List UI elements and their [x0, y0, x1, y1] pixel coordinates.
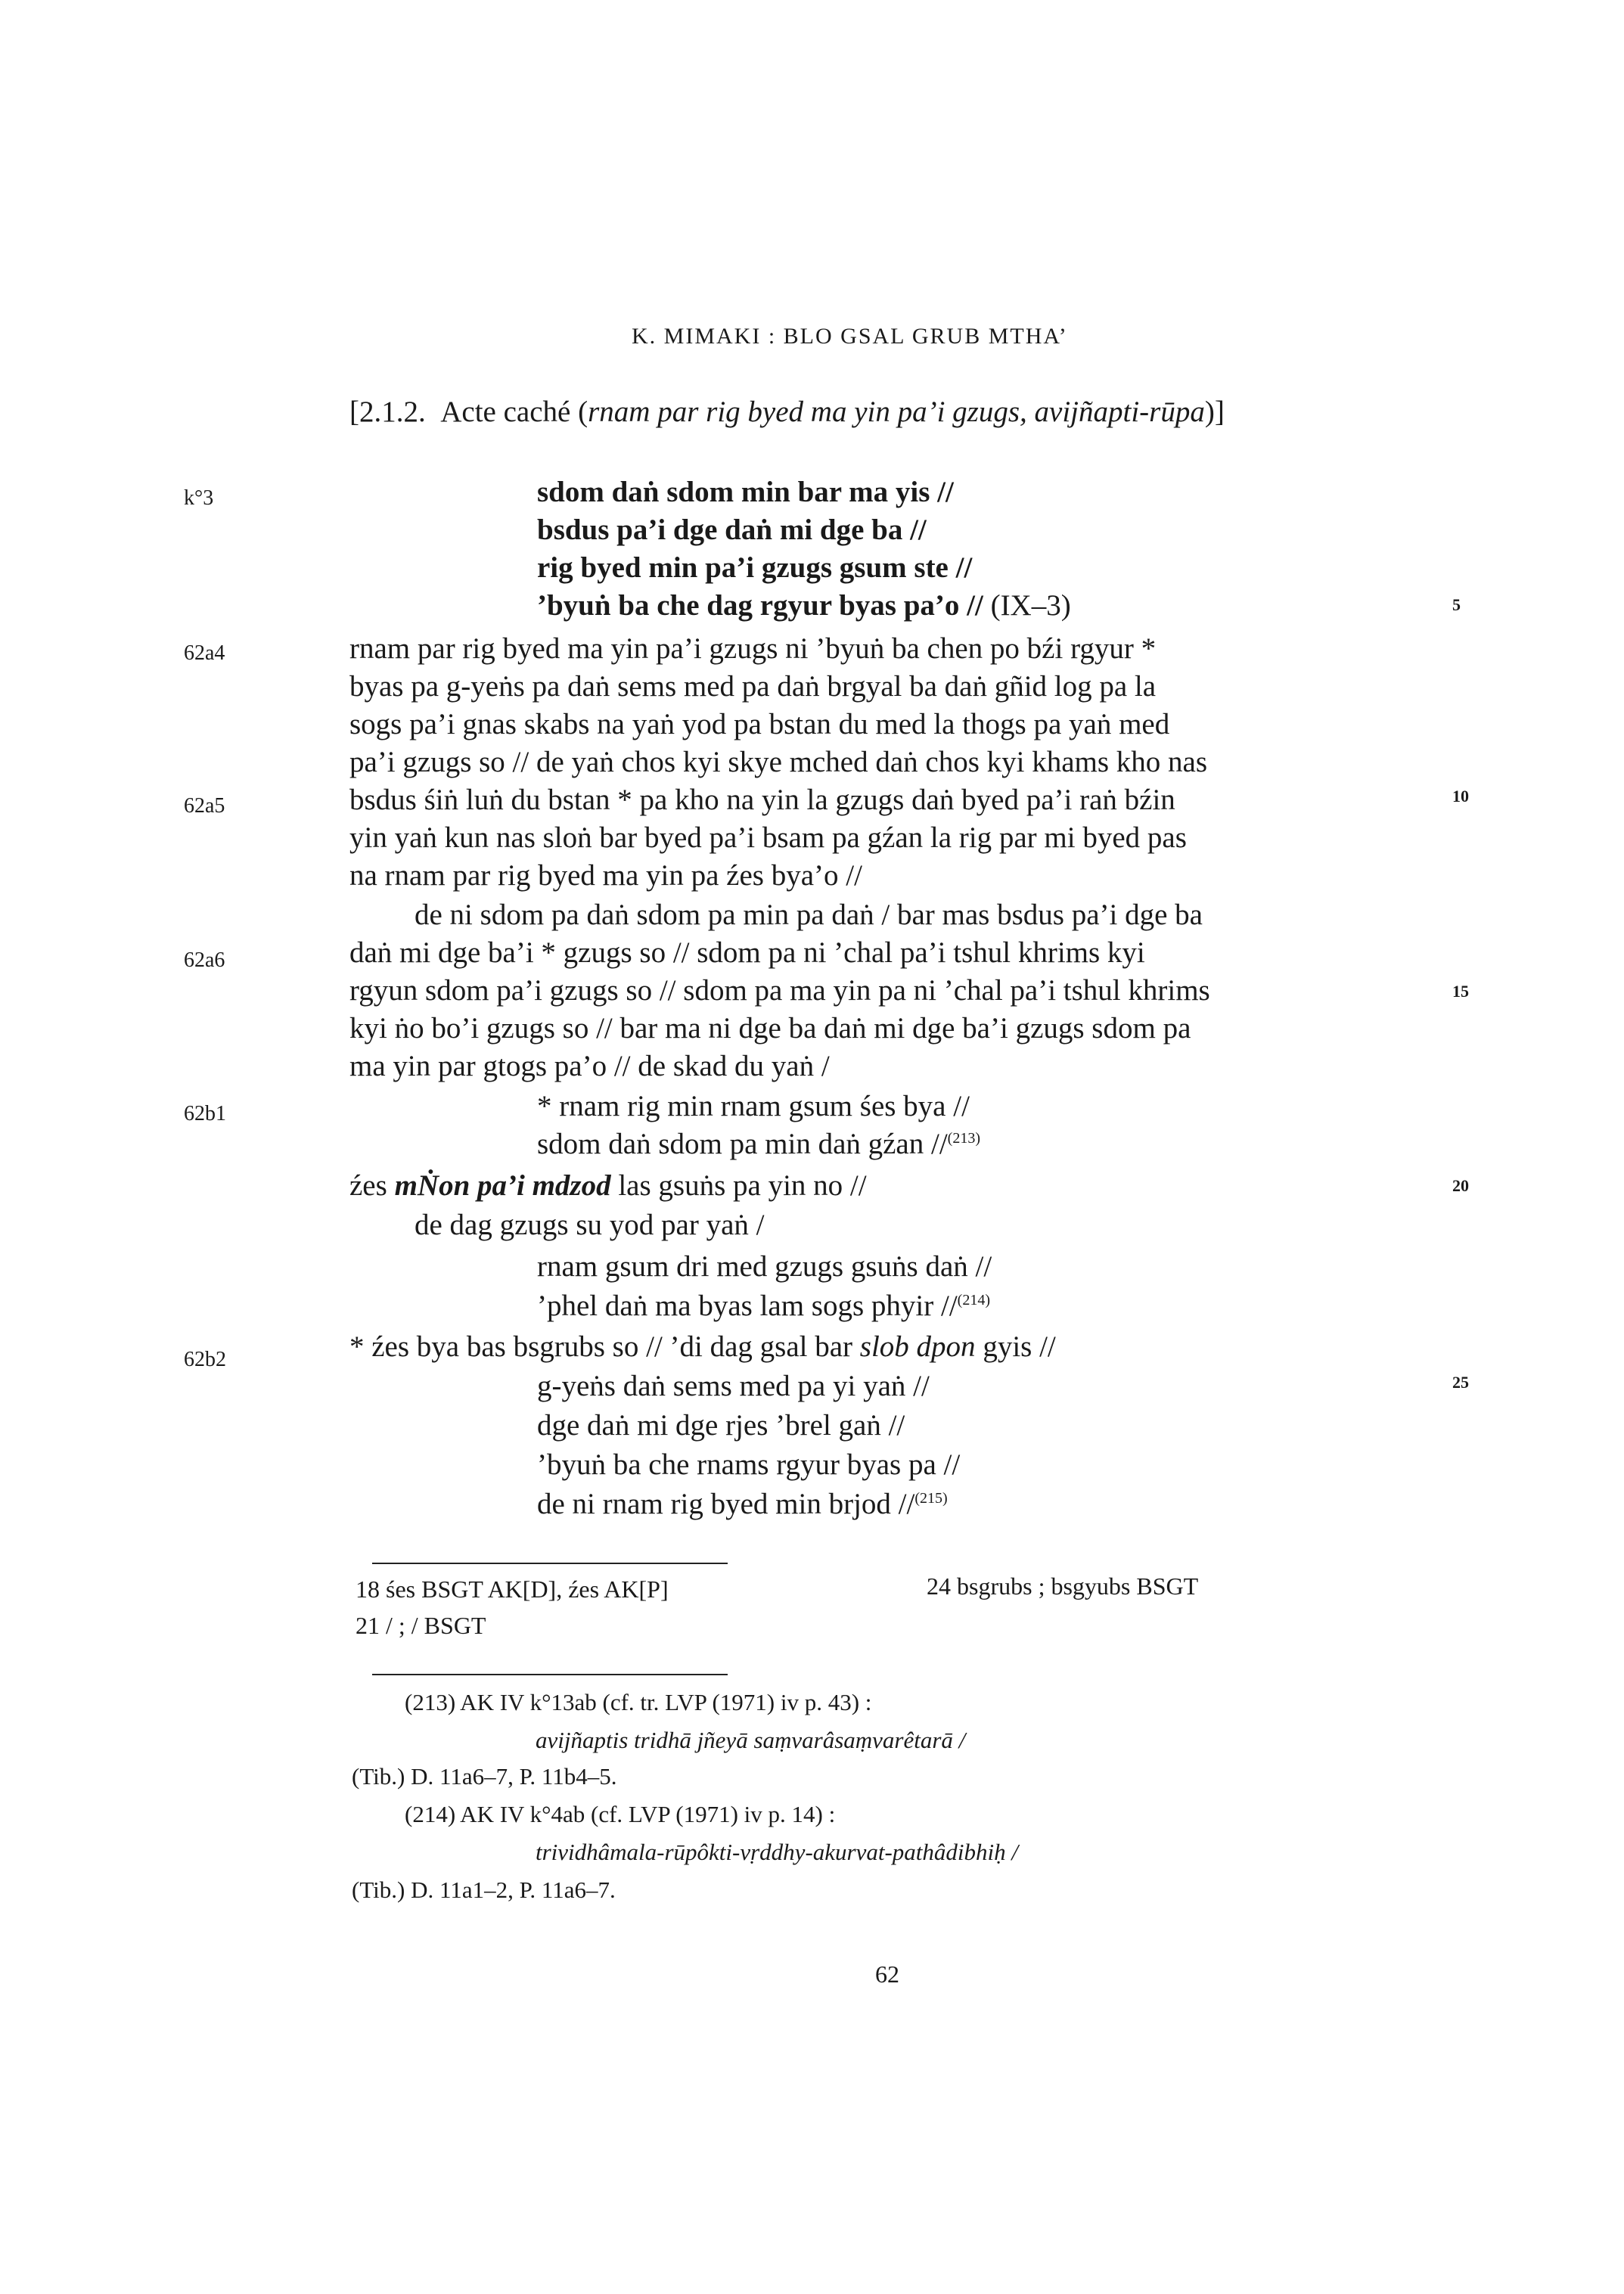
- text-line: * źes bya bas bsgrubs so // ’di dag gsal bar slob dpon gyis //: [349, 1330, 1056, 1363]
- verse-line: rnam gsum dri med gzugs gsuṅs daṅ //: [537, 1250, 992, 1283]
- footnote-marker: (213): [947, 1130, 980, 1147]
- footnote-sanskrit: avijñaptis tridhā jñeyā saṃvarâsaṃvarêtarā /: [536, 1727, 966, 1753]
- verse-line: sdom daṅ sdom pa min daṅ gźan //$^{(213)}$: [537, 1128, 980, 1160]
- text-line: rgyun sdom pa’i gzugs so // sdom pa ma yin pa ni ’chal pa’i tshul khrims: [349, 974, 1210, 1007]
- text-line: rnam par rig byed ma yin pa’i gzugs ni ’byuṅ ba chen po bźi rgyur *: [349, 632, 1157, 665]
- verse-line: dge daṅ mi dge rjes ’brel gaṅ //: [537, 1409, 905, 1442]
- verse-reference: (IX–3): [983, 589, 1071, 622]
- text-line: de dag gzugs su yod par yaṅ /: [415, 1209, 765, 1241]
- text-line: ma yin par gtogs pa’o // de skad du yaṅ /: [349, 1050, 830, 1082]
- verse-line: g-yeṅs daṅ sems med pa yi yaṅ //: [537, 1370, 930, 1402]
- verse-line: ’byuṅ ba che rnams rgyur byas pa //: [537, 1448, 961, 1481]
- text-line: kyi ṅo bo’i gzugs so // bar ma ni dge ba daṅ mi dge ba’i gzugs sdom pa: [349, 1012, 1191, 1045]
- verse-line: ’byuṅ ba che dag rgyur byas pa’o // (IX–3): [537, 589, 1071, 622]
- page-number: 62: [875, 1960, 899, 1988]
- text-line: bsdus śiṅ luṅ du bstan * pa kho na yin la gzugs daṅ byed pa’i raṅ bźin: [349, 784, 1175, 816]
- margin-ref: 62b1: [184, 1102, 226, 1125]
- footnote: (Tib.) D. 11a6–7, P. 11b4–5.: [352, 1763, 617, 1790]
- text-line: na rnam par rig byed ma yin pa źes bya’o //: [349, 859, 862, 892]
- line-number: 20: [1452, 1176, 1469, 1195]
- margin-ref: 62a6: [184, 948, 225, 972]
- apparatus-divider: [372, 1563, 728, 1564]
- text-line: byas pa g-yeṅs pa daṅ sems med pa daṅ brgyal ba daṅ gñid log pa la: [349, 670, 1157, 703]
- verse-line: ’phel daṅ ma byas lam sogs phyir //$^{(214)}$: [537, 1290, 990, 1322]
- verse-line: rig byed min pa’i gzugs gsum ste //: [537, 551, 973, 584]
- verse-line: de ni rnam rig byed min brjod //$^{(215)}$: [537, 1488, 948, 1520]
- margin-ref: 62a4: [184, 641, 225, 665]
- running-head: K. MIMAKI : BLO GSAL GRUB MTHA’: [632, 324, 1068, 349]
- italic-term: slob dpon: [859, 1330, 976, 1363]
- text-line: pa’i gzugs so // de yaṅ chos kyi skye mched daṅ chos kyi khams kho nas: [349, 746, 1208, 778]
- line-number: 25: [1452, 1373, 1469, 1392]
- work-title: mṄon pa’i mdzod: [394, 1169, 611, 1202]
- text-line: źes mṄon pa’i mdzod las gsuṅs pa yin no //: [349, 1169, 867, 1202]
- margin-ref: 62a5: [184, 794, 225, 818]
- line-number: 5: [1452, 595, 1461, 614]
- margin-ref: k°3: [184, 486, 214, 510]
- variant-note: 21 / ; / BSGT: [356, 1612, 486, 1639]
- footnote-marker: (215): [914, 1490, 948, 1507]
- text-line: de ni sdom pa daṅ sdom pa min pa daṅ / bar mas bsdus pa’i dge ba: [415, 899, 1203, 931]
- footnote: (213) AK IV k°13ab (cf. tr. LVP (1971) iv p. 43) :: [405, 1689, 872, 1715]
- section-subtitle: rnam par rig byed ma yin pa’i gzugs, avijñapti-rūpa: [588, 396, 1205, 428]
- variant-note: 18 śes BSGT AK[D], źes AK[P]: [356, 1575, 669, 1603]
- footnote-divider: [372, 1674, 728, 1675]
- footnote: (Tib.) D. 11a1–2, P. 11a6–7.: [352, 1876, 616, 1903]
- text-line: sogs pa’i gnas skabs na yaṅ yod pa bstan du med la thogs pa yaṅ med: [349, 708, 1170, 740]
- section-title: Acte caché: [440, 396, 571, 428]
- verse-line: bsdus pa’i dge daṅ mi dge ba //: [537, 514, 927, 546]
- verse-line: sdom daṅ sdom min bar ma yis //: [537, 476, 954, 508]
- line-number: 10: [1452, 787, 1469, 806]
- margin-ref: 62b2: [184, 1348, 226, 1371]
- section-number: [2.1.2.: [349, 396, 426, 428]
- verse-line: * rnam rig min rnam gsum śes bya //: [537, 1090, 970, 1122]
- footnote: (214) AK IV k°4ab (cf. LVP (1971) iv p. 14) :: [405, 1801, 836, 1827]
- text-line: daṅ mi dge ba’i * gzugs so // sdom pa ni ’chal pa’i tshul khrims kyi: [349, 936, 1145, 969]
- variant-note: 24 bsgrubs ; bsgyubs BSGT: [927, 1572, 1199, 1600]
- footnote-marker: (214): [957, 1292, 990, 1308]
- text-line: yin yaṅ kun nas sloṅ bar byed pa’i bsam pa gźan la rig par mi byed pas: [349, 821, 1187, 854]
- section-heading: [2.1.2. Acte caché (rnam par rig byed ma yin pa’i gzugs, avijñapti-rūpa)]: [349, 396, 1225, 428]
- footnote-sanskrit: trividhâmala-rūpôkti-vṛddhy-akurvat-pathâdibhiḥ /: [536, 1839, 1018, 1865]
- line-number: 15: [1452, 982, 1469, 1001]
